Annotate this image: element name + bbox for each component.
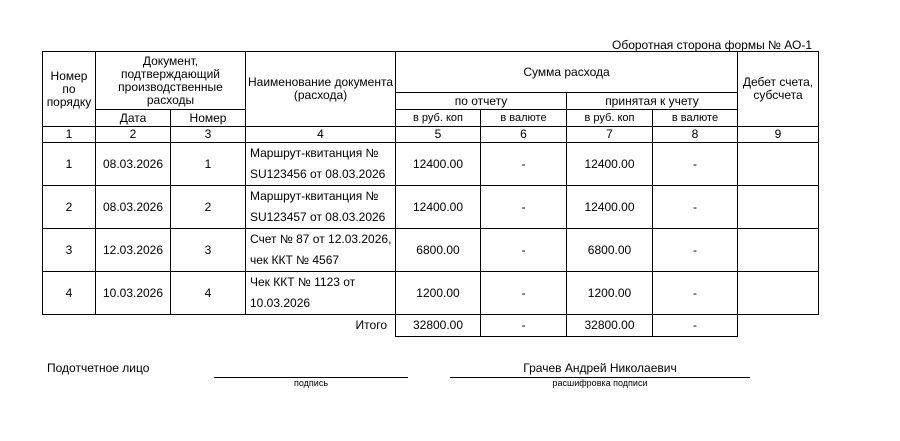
total-currency: - [481, 315, 567, 337]
row-name: Маршрут-квитанция № SU123457 от 08.03.2026 [246, 186, 396, 229]
row-debit [738, 272, 819, 315]
header-sum: Сумма расхода [396, 52, 738, 93]
row-date: 12.03.2026 [96, 229, 171, 272]
column-number: 7 [567, 127, 653, 143]
header-number: Номер по порядку [43, 52, 96, 127]
row-number: 1 [43, 143, 96, 186]
table-row [43, 186, 819, 229]
row-accepted-currency: - [653, 229, 738, 272]
row-number: 4 [43, 272, 96, 315]
header-name: Наименование документа (расхода) [246, 52, 396, 127]
total-accepted-currency: - [653, 315, 738, 337]
row-date: 10.03.2026 [96, 272, 171, 315]
row-rub: 12400.00 [396, 143, 481, 186]
row-accepted-rub: 6800.00 [567, 229, 653, 272]
row-name: Чек ККТ № 1123 от 10.03.2026 [246, 272, 396, 315]
row-number: 3 [43, 229, 96, 272]
column-number: 2 [96, 127, 171, 143]
row-docnum: 3 [171, 229, 246, 272]
table-row [43, 272, 819, 315]
total-row [43, 315, 819, 337]
header-rub: в руб. коп [396, 110, 481, 127]
header-accepted: принятая к учету [567, 93, 738, 110]
row-name: Счет № 87 от 12.03.2026, чек ККТ № 4567 [246, 229, 396, 272]
column-number: 6 [481, 127, 567, 143]
row-currency: - [481, 229, 567, 272]
table-row [43, 143, 819, 186]
header-document: Документ, подтверждающий производственные расходы [96, 52, 246, 110]
row-accepted-rub: 1200.00 [567, 272, 653, 315]
expense-table [42, 51, 819, 337]
header-currency: в валюте [481, 110, 567, 127]
row-currency: - [481, 143, 567, 186]
row-accepted-currency: - [653, 143, 738, 186]
row-accepted-currency: - [653, 186, 738, 229]
row-currency: - [481, 186, 567, 229]
header-by-report: по отчету [396, 93, 567, 110]
total-rub: 32800.00 [396, 315, 481, 337]
header-accepted-currency: в валюте [653, 110, 738, 127]
total-label: Итого [355, 318, 387, 333]
signature-name: Грачев Андрей Николаевич [523, 361, 677, 375]
row-debit [738, 186, 819, 229]
row-number: 2 [43, 186, 96, 229]
name-caption: расшифровка подписи [552, 378, 648, 388]
header-docnum: Номер [171, 110, 246, 127]
row-accepted-rub: 12400.00 [567, 186, 653, 229]
form-caption: Оборотная сторона формы № АО-1 [612, 38, 812, 52]
row-date: 08.03.2026 [96, 186, 171, 229]
row-debit [738, 143, 819, 186]
header-debit: Дебет счета, субсчета [738, 52, 819, 127]
row-date: 08.03.2026 [96, 143, 171, 186]
column-number: 4 [246, 127, 396, 143]
total-accepted-rub: 32800.00 [567, 315, 653, 337]
header-accepted-rub: в руб. коп [567, 110, 653, 127]
row-accepted-rub: 12400.00 [567, 143, 653, 186]
row-rub: 1200.00 [396, 272, 481, 315]
header-date: Дата [96, 110, 171, 127]
row-docnum: 2 [171, 186, 246, 229]
column-number: 5 [396, 127, 481, 143]
column-number: 1 [43, 127, 96, 143]
signature-caption: подпись [293, 378, 329, 388]
row-rub: 6800.00 [396, 229, 481, 272]
row-accepted-currency: - [653, 272, 738, 315]
column-number: 3 [171, 127, 246, 143]
table-row [43, 229, 819, 272]
row-docnum: 4 [171, 272, 246, 315]
column-numbers-row [43, 127, 819, 143]
row-currency: - [481, 272, 567, 315]
row-rub: 12400.00 [396, 186, 481, 229]
row-debit [738, 229, 819, 272]
column-number: 9 [738, 127, 819, 143]
column-number: 8 [653, 127, 738, 143]
accountable-person-label: Подотчетное лицо [47, 361, 150, 375]
row-name: Маршрут-квитанция № SU123456 от 08.03.2026 [246, 143, 396, 186]
row-docnum: 1 [171, 143, 246, 186]
